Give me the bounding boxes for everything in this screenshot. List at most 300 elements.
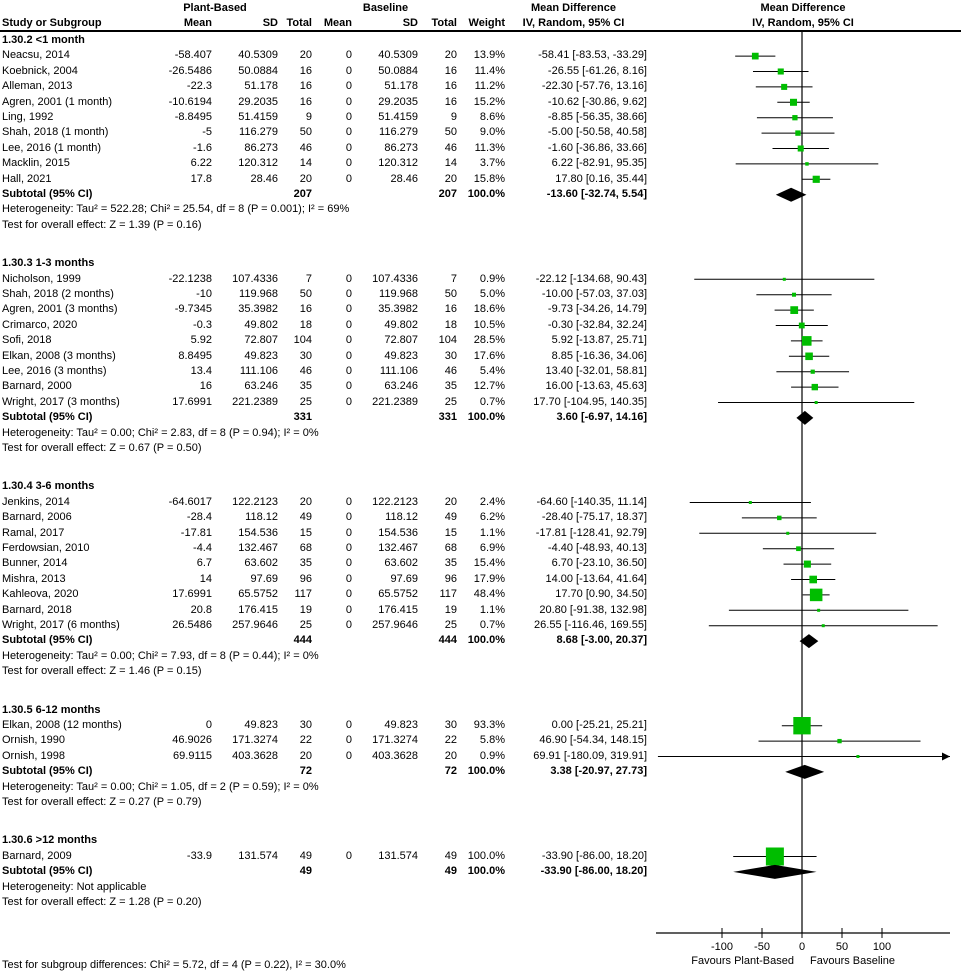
pb-mean: -5 <box>202 126 212 139</box>
study-weight: 93.3% <box>473 719 505 731</box>
study-weight: 0.9% <box>479 272 505 285</box>
study-weight: 5.4% <box>479 365 505 377</box>
effect-square <box>786 532 789 535</box>
effect-square <box>749 501 752 504</box>
pb-sd: 65.5752 <box>238 588 278 601</box>
pb-mean: 46.9026 <box>172 734 212 747</box>
study-label: Koebnick, 2004 <box>2 64 78 77</box>
study-weight: 15.4% <box>473 557 505 570</box>
pb-sd-header: SD <box>262 17 278 29</box>
bl-total: 30 <box>444 719 457 731</box>
bl-sd: 49.802 <box>384 318 418 331</box>
subtotal-bl-total: 331 <box>438 411 457 424</box>
pb-total: 25 <box>299 395 312 408</box>
bl-total: 25 <box>444 619 457 631</box>
subtotal-pb-total: 207 <box>293 188 312 200</box>
study-label: Wright, 2017 (6 months) <box>2 619 120 631</box>
study-weight: 17.9% <box>473 572 505 585</box>
study-weight: 11.3% <box>474 141 505 154</box>
pb-mean: 69.9115 <box>173 749 212 762</box>
study-weight: 6.9% <box>479 542 505 554</box>
study-weight: 8.6% <box>479 111 505 123</box>
pb-mean-header: Mean <box>183 17 212 29</box>
subtotal-ci: 3.38 [-20.97, 27.73] <box>550 765 647 778</box>
study-column-header: Study or Subgroup <box>2 17 102 29</box>
effect-square <box>796 546 801 551</box>
effect-square <box>810 589 823 602</box>
effect-square <box>798 145 804 151</box>
pb-mean: -22.1238 <box>168 272 212 285</box>
subtotal-weight: 100.0% <box>467 634 505 647</box>
md-plot-header: Mean Difference <box>760 2 846 14</box>
study-label: Barnard, 2006 <box>2 511 72 524</box>
pb-sd: 51.4159 <box>238 111 278 123</box>
subtotal-bl-total: 444 <box>438 634 457 647</box>
study-weight: 48.4% <box>473 588 505 601</box>
study-weight: 15.2% <box>473 95 505 108</box>
subgroup-differences-test: Test for subgroup differences: Chi² = 5.72, df = 4 (P = 0.22), I² = 30.0% <box>2 959 346 971</box>
bl-total: 7 <box>450 272 457 285</box>
study-ci: -17.81 [-128.41, 92.79] <box>535 526 647 539</box>
bl-mean: 0 <box>345 511 352 524</box>
bl-mean: 0 <box>345 303 352 316</box>
subtotal-label: Subtotal (95% CI) <box>2 634 93 647</box>
heterogeneity-text: Heterogeneity: Tau² = 522.28; Chi² = 25.54, df = 8 (P = 0.001); I² = 69% <box>2 203 350 216</box>
pb-total: 15 <box>299 526 312 539</box>
bl-total: 25 <box>444 395 457 408</box>
bl-mean: 0 <box>345 619 352 631</box>
pb-mean: 17.6991 <box>172 395 212 408</box>
study-label: Agren, 2001 (1 month) <box>2 95 113 108</box>
study-ci: -8.85 [-56.35, 38.66] <box>547 111 647 123</box>
study-label: Barnard, 2009 <box>2 849 72 862</box>
pb-total: 104 <box>293 334 312 347</box>
effect-square <box>790 306 798 314</box>
pb-total: 9 <box>305 111 312 123</box>
subgroup-title: 1.30.3 1-3 months <box>2 257 95 270</box>
subtotal-ci: 3.60 [-6.97, 14.16] <box>556 411 647 424</box>
subtotal-label: Subtotal (95% CI) <box>2 865 93 878</box>
bl-sd: 118.12 <box>385 511 418 524</box>
pb-total: 49 <box>299 849 312 862</box>
study-weight: 0.7% <box>479 395 505 408</box>
study-ci: -22.12 [-134.68, 90.43] <box>535 272 647 285</box>
study-weight: 11.4% <box>474 64 505 77</box>
study-weight: 12.7% <box>473 380 505 393</box>
pb-mean: -9.7345 <box>174 303 212 316</box>
study-label: Ling, 1992 <box>2 111 54 123</box>
study-weight: 2.4% <box>479 495 505 508</box>
effect-square <box>802 336 812 346</box>
study-label: Ornish, 1990 <box>2 734 65 747</box>
study-ci: 26.55 [-116.46, 169.55] <box>534 619 647 631</box>
effect-test-text: Test for overall effect: Z = 1.28 (P = 0.20) <box>2 896 202 908</box>
pb-sd: 107.4336 <box>232 272 278 285</box>
heterogeneity-text: Heterogeneity: Not applicable <box>2 880 147 893</box>
effect-square <box>804 561 811 568</box>
pb-total: 16 <box>299 303 312 316</box>
md-column-header: Mean Difference <box>531 2 616 14</box>
bl-sd: 49.823 <box>384 719 418 731</box>
bl-sd: 86.273 <box>384 141 418 154</box>
bl-total: 16 <box>444 64 457 77</box>
pb-sd: 120.312 <box>238 157 278 170</box>
study-label: Crimarco, 2020 <box>2 318 78 331</box>
study-ci: -22.30 [-57.76, 13.16] <box>541 80 647 93</box>
study-weight: 1.1% <box>479 603 505 616</box>
study-ci: 17.70 [0.90, 34.50] <box>555 588 647 601</box>
bl-mean: 0 <box>345 288 352 300</box>
bl-sd: 131.574 <box>378 849 418 862</box>
pb-mean: 14 <box>199 572 212 585</box>
pb-total: 16 <box>299 95 312 108</box>
subgroup-title: 1.30.6 >12 months <box>2 834 98 847</box>
effect-square <box>815 401 818 404</box>
pb-mean: -17.81 <box>180 526 212 539</box>
favours-right-label: Favours Baseline <box>810 955 895 967</box>
study-weight: 5.0% <box>479 288 505 300</box>
subtotal-pb-total: 444 <box>293 634 312 647</box>
bl-mean: 0 <box>345 141 352 154</box>
subtotal-pb-total: 49 <box>299 865 312 878</box>
subtotal-diamond <box>796 411 813 425</box>
pb-total: 20 <box>299 749 312 762</box>
study-label: Neacsu, 2014 <box>2 49 70 62</box>
bl-total: 20 <box>444 495 457 508</box>
pb-mean: 5.92 <box>190 334 212 347</box>
bl-mean: 0 <box>345 588 352 601</box>
study-ci: -10.00 [-57.03, 37.03] <box>541 288 647 300</box>
effect-test-text: Test for overall effect: Z = 0.67 (P = 0.50) <box>2 442 202 454</box>
effect-square <box>817 609 820 612</box>
pb-sd: 118.12 <box>245 511 278 524</box>
pb-sd: 63.246 <box>244 380 278 393</box>
study-ci: 46.90 [-54.34, 148.15] <box>539 734 647 747</box>
bl-mean: 0 <box>345 111 352 123</box>
pb-mean: 17.8 <box>190 172 212 185</box>
bl-total: 16 <box>444 80 457 93</box>
study-ci: -0.30 [-32.84, 32.24] <box>547 318 647 331</box>
study-ci: -26.55 [-61.26, 8.16] <box>547 64 647 77</box>
study-weight: 6.2% <box>479 511 505 524</box>
effect-square <box>799 323 805 329</box>
pb-mean: 17.6991 <box>172 588 212 601</box>
heterogeneity-text: Heterogeneity: Tau² = 0.00; Chi² = 2.83, df = 8 (P = 0.94); I² = 0% <box>2 426 319 439</box>
study-ci: -33.90 [-86.00, 18.20] <box>541 849 647 862</box>
effect-square <box>766 848 784 866</box>
pb-sd: 221.2389 <box>232 395 278 408</box>
study-weight: 28.5% <box>473 334 505 347</box>
study-ci: 13.40 [-32.01, 58.81] <box>545 365 647 377</box>
bl-mean: 0 <box>345 542 352 554</box>
pb-mean: -10.6194 <box>168 95 212 108</box>
effect-square <box>792 293 796 297</box>
bl-total-header: Total <box>431 17 457 29</box>
pb-sd: 116.279 <box>239 126 278 139</box>
pb-total: 117 <box>294 588 312 601</box>
study-weight: 17.6% <box>473 349 505 362</box>
study-weight: 0.9% <box>479 749 505 762</box>
subtotal-bl-total: 72 <box>444 765 457 778</box>
bl-total: 15 <box>444 526 457 539</box>
pb-mean: -28.4 <box>186 511 212 524</box>
effect-square <box>778 68 784 74</box>
bl-total: 49 <box>444 511 457 524</box>
bl-total: 14 <box>444 157 457 170</box>
bl-total: 30 <box>444 349 457 362</box>
bl-total: 68 <box>444 542 457 554</box>
study-weight: 13.9% <box>473 49 505 62</box>
effect-square <box>805 162 808 165</box>
study-weight: 11.2% <box>474 80 505 93</box>
subtotal-label: Subtotal (95% CI) <box>2 188 93 200</box>
study-ci: 5.92 [-13.87, 25.71] <box>551 334 647 347</box>
bl-sd: 116.279 <box>379 126 418 139</box>
method-plot-header: IV, Random, 95% CI <box>752 17 854 29</box>
pb-total: 50 <box>299 288 312 300</box>
effect-square <box>809 576 817 584</box>
study-weight: 3.7% <box>479 157 505 170</box>
study-ci: -5.00 [-50.58, 40.58] <box>547 126 647 139</box>
pb-sd: 49.823 <box>244 349 278 362</box>
ci-arrow-right <box>942 753 950 761</box>
bl-sd: 97.69 <box>390 572 418 585</box>
study-label: Macklin, 2015 <box>2 157 70 170</box>
pb-mean: 6.7 <box>196 557 212 570</box>
effect-square <box>813 176 820 183</box>
study-ci: 8.85 [-16.36, 34.06] <box>551 349 647 362</box>
bl-total: 50 <box>444 288 457 300</box>
pb-sd: 86.273 <box>244 141 278 154</box>
bl-total: 49 <box>444 849 457 862</box>
bl-total: 16 <box>444 303 457 316</box>
pb-total-header: Total <box>286 17 312 29</box>
bl-mean-header: Mean <box>323 17 352 29</box>
pb-sd: 154.536 <box>238 526 278 539</box>
bl-total: 9 <box>450 111 457 123</box>
subtotal-ci: 8.68 [-3.00, 20.37] <box>556 634 647 647</box>
pb-sd: 257.9646 <box>232 619 278 631</box>
axis-tick-label: -100 <box>710 941 734 953</box>
bl-sd: 221.2389 <box>372 395 418 408</box>
pb-total: 35 <box>299 557 312 570</box>
study-label: Alleman, 2013 <box>2 80 73 93</box>
study-label: Shah, 2018 (1 month) <box>2 126 109 139</box>
bl-mean: 0 <box>345 849 352 862</box>
subtotal-bl-total: 49 <box>444 865 457 878</box>
study-weight: 5.8% <box>479 734 505 747</box>
bl-mean: 0 <box>345 49 352 62</box>
pb-mean: 8.8495 <box>178 349 212 362</box>
study-label: Bunner, 2014 <box>2 557 68 570</box>
pb-mean: 16 <box>199 380 212 393</box>
bl-total: 22 <box>444 734 457 747</box>
pb-sd: 171.3274 <box>232 734 278 747</box>
pb-sd: 50.0884 <box>238 64 278 77</box>
pb-mean: 0 <box>205 719 212 731</box>
bl-mean: 0 <box>345 172 352 185</box>
bl-mean: 0 <box>345 349 352 362</box>
bl-total: 35 <box>444 557 457 570</box>
study-label: Nicholson, 1999 <box>2 272 81 285</box>
study-ci: -4.40 [-48.93, 40.13] <box>547 542 647 554</box>
study-weight: 15.8% <box>473 172 505 185</box>
bl-total: 18 <box>444 318 457 331</box>
bl-sd: 154.536 <box>378 526 418 539</box>
pb-total: 20 <box>299 172 312 185</box>
study-label: Ramal, 2017 <box>2 526 65 539</box>
study-label: Lee, 2016 (1 month) <box>2 141 102 154</box>
bl-sd: 65.5752 <box>378 588 418 601</box>
study-ci: 17.70 [-104.95, 140.35] <box>533 395 647 408</box>
study-ci: -1.60 [-36.86, 33.66] <box>547 141 647 154</box>
study-label: Ornish, 1998 <box>2 749 65 762</box>
bl-mean: 0 <box>345 395 352 408</box>
subtotal-pb-total: 72 <box>299 765 312 778</box>
bl-mean: 0 <box>345 719 352 731</box>
pb-total: 96 <box>299 572 312 585</box>
pb-mean: 6.22 <box>190 157 212 170</box>
effect-test-text: Test for overall effect: Z = 1.39 (P = 0.16) <box>2 218 202 231</box>
pb-total: 30 <box>299 349 312 362</box>
bl-mean: 0 <box>345 272 352 285</box>
bl-total: 96 <box>444 572 457 585</box>
bl-mean: 0 <box>345 603 352 616</box>
subtotal-ci: -13.60 [-32.74, 5.54] <box>546 188 647 200</box>
bl-sd: 63.246 <box>384 380 418 393</box>
pb-total: 16 <box>299 64 312 77</box>
bl-mean: 0 <box>345 495 352 508</box>
effect-test-text: Test for overall effect: Z = 1.46 (P = 0.15) <box>2 665 202 678</box>
effect-square <box>793 717 810 734</box>
bl-sd: 122.2123 <box>372 495 418 508</box>
pb-mean: -0.3 <box>193 318 212 331</box>
pb-mean: 26.5486 <box>172 619 212 631</box>
subtotal-label: Subtotal (95% CI) <box>2 765 93 778</box>
bl-sd: 119.968 <box>379 288 418 300</box>
effect-square <box>777 516 781 520</box>
study-label: Barnard, 2000 <box>2 380 72 393</box>
study-ci: -9.73 [-34.26, 14.79] <box>547 303 647 316</box>
study-weight: 9.0% <box>479 126 505 139</box>
method-column-header: IV, Random, 95% CI <box>522 17 625 29</box>
bl-mean: 0 <box>345 157 352 170</box>
effect-square <box>822 624 825 627</box>
bl-sd: 111.106 <box>379 365 418 377</box>
bl-sd: 40.5309 <box>378 49 418 62</box>
study-ci: 6.22 [-82.91, 95.35] <box>551 157 647 170</box>
study-ci: 14.00 [-13.64, 41.64] <box>545 572 647 585</box>
pb-mean: -10 <box>196 288 212 300</box>
bl-sd: 35.3982 <box>378 303 418 316</box>
bl-mean: 0 <box>345 365 352 377</box>
pb-mean: -58.407 <box>174 49 212 62</box>
pb-sd: 72.807 <box>244 334 278 347</box>
study-ci: -58.41 [-83.53, -33.29] <box>538 49 647 62</box>
bl-mean: 0 <box>345 572 352 585</box>
study-label: Ferdowsian, 2010 <box>2 542 90 554</box>
pb-sd: 132.467 <box>238 542 278 554</box>
study-ci: 16.00 [-13.63, 45.63] <box>545 380 647 393</box>
effect-square <box>752 53 759 60</box>
subtotal-diamond <box>785 765 824 779</box>
effect-square <box>805 353 813 361</box>
study-ci: 69.91 [-180.09, 319.91] <box>533 749 647 762</box>
axis-tick-label: 50 <box>835 941 849 953</box>
group-header-plant-based: Plant-Based <box>183 2 247 14</box>
study-ci: 6.70 [-23.10, 36.50] <box>551 557 647 570</box>
bl-mean: 0 <box>345 126 352 139</box>
heterogeneity-text: Heterogeneity: Tau² = 0.00; Chi² = 1.05, df = 2 (P = 0.59); I² = 0% <box>2 780 319 793</box>
bl-sd-header: SD <box>402 17 418 29</box>
pb-mean: -22.3 <box>186 80 212 93</box>
bl-mean: 0 <box>345 95 352 108</box>
pb-total: 7 <box>305 272 312 285</box>
bl-total: 46 <box>444 365 457 377</box>
effect-square <box>812 384 818 390</box>
subtotal-label: Subtotal (95% CI) <box>2 411 93 424</box>
bl-sd: 50.0884 <box>378 64 418 77</box>
favours-left-label: Favours Plant-Based <box>691 955 794 967</box>
subtotal-ci: -33.90 [-86.00, 18.20] <box>540 865 647 878</box>
pb-total: 14 <box>299 157 312 170</box>
study-label: Elkan, 2008 (12 months) <box>2 719 122 731</box>
bl-mean: 0 <box>345 334 352 347</box>
study-weight: 0.7% <box>479 619 505 631</box>
subgroup-title: 1.30.2 <1 month <box>2 34 85 46</box>
study-ci: -28.40 [-75.17, 18.37] <box>541 511 647 524</box>
bl-sd: 176.415 <box>378 603 418 616</box>
subtotal-weight: 100.0% <box>467 411 505 424</box>
study-label: Mishra, 2013 <box>2 572 66 585</box>
subtotal-weight: 100.0% <box>467 188 505 200</box>
bl-mean: 0 <box>345 80 352 93</box>
axis-tick-label: 0 <box>798 941 806 953</box>
bl-total: 20 <box>444 172 457 185</box>
pb-sd: 35.3982 <box>238 303 278 316</box>
pb-mean: -4.4 <box>193 542 212 554</box>
effect-square <box>811 370 815 374</box>
study-ci: -64.60 [-140.35, 11.14] <box>536 495 647 508</box>
bl-sd: 29.2035 <box>378 95 418 108</box>
study-ci: 20.80 [-91.38, 132.98] <box>539 603 647 616</box>
study-label: Wright, 2017 (3 months) <box>2 395 120 408</box>
bl-sd: 28.46 <box>390 172 418 185</box>
bl-sd: 171.3274 <box>372 734 418 747</box>
study-label: Agren, 2001 (3 months) <box>2 303 118 316</box>
pb-total: 50 <box>299 126 312 139</box>
bl-total: 46 <box>444 141 457 154</box>
weight-header: Weight <box>468 17 505 29</box>
pb-mean: -64.6017 <box>168 495 212 508</box>
pb-sd: 111.106 <box>239 365 278 377</box>
subtotal-diamond <box>733 865 816 879</box>
study-label: Barnard, 2018 <box>2 603 72 616</box>
axis-tick-label: -50 <box>754 941 770 953</box>
pb-sd: 49.823 <box>244 719 278 731</box>
effect-square <box>790 99 797 106</box>
bl-total: 20 <box>444 49 457 62</box>
study-label: Sofi, 2018 <box>2 334 52 347</box>
bl-total: 104 <box>438 334 457 347</box>
bl-sd: 257.9646 <box>372 619 418 631</box>
pb-total: 25 <box>299 619 312 631</box>
study-weight: 18.6% <box>473 303 505 316</box>
bl-sd: 51.4159 <box>378 111 418 123</box>
study-label: Lee, 2016 (3 months) <box>2 365 107 377</box>
subtotal-weight: 100.0% <box>467 865 505 878</box>
pb-mean: 13.4 <box>190 365 212 377</box>
